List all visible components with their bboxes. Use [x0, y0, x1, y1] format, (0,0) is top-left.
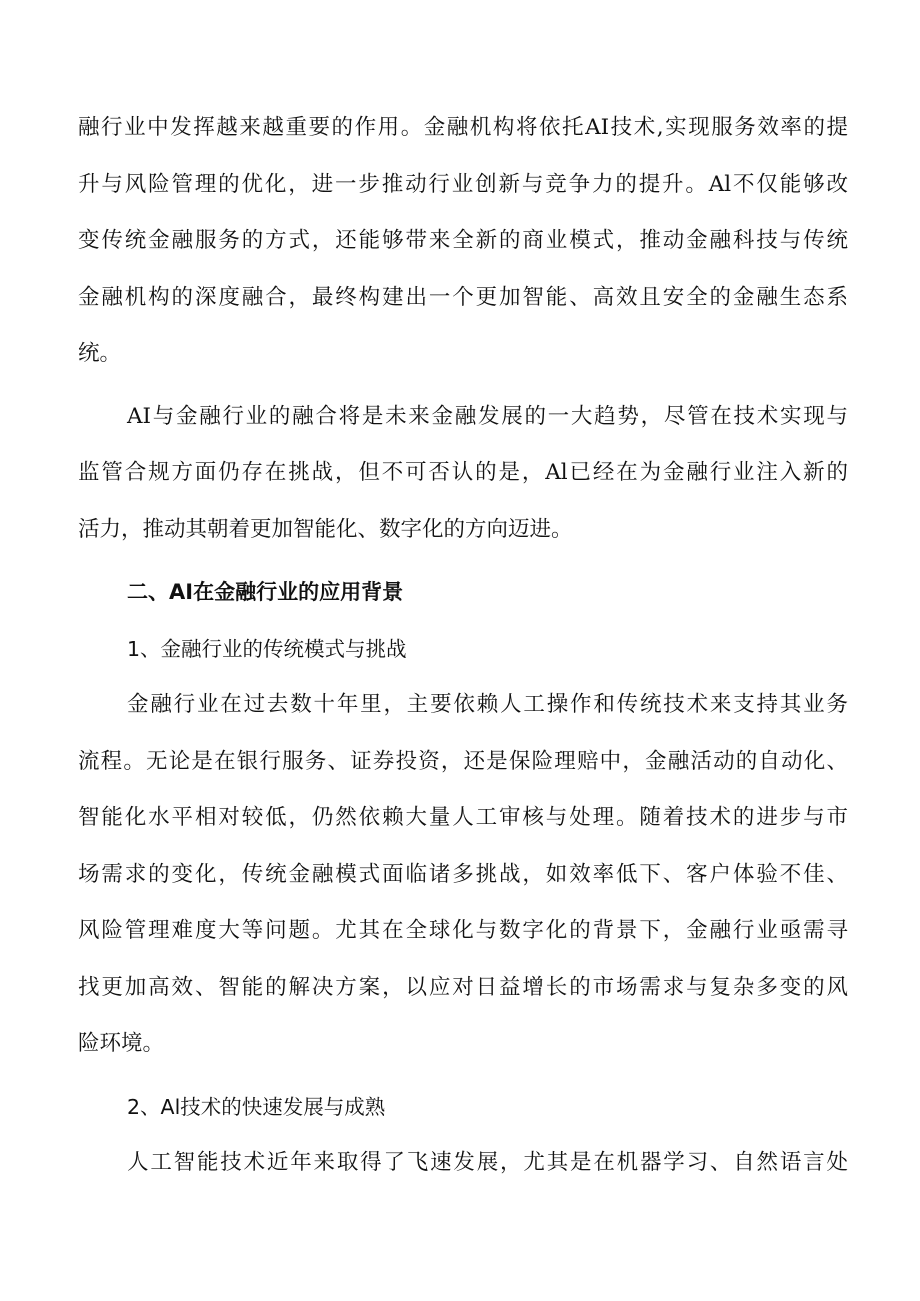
- paragraph: [78, 677, 848, 1073]
- document-body: [78, 100, 848, 1192]
- text-line: 统。: [78, 341, 122, 366]
- subsection-heading: 2、Al技术的快速发展与成熟: [127, 1094, 386, 1119]
- paragraph: [78, 1135, 848, 1192]
- paragraph: [78, 389, 848, 559]
- text-line: 变传统金融服务的方式，还能够带来全新的商业模式，推动金融科技与传统: [78, 228, 848, 253]
- text-line: AI与金融行业的融合将是未来金融发展的一大趋势，尽管在技术实现与: [127, 403, 848, 429]
- text-line: 找更加高效、智能的解决方案，以应对日益增长的市场需求与复杂多变的风: [78, 974, 848, 1000]
- text-line: 风险管理难度大等问题。尤其在全球化与数字化的背景下，金融行业亟需寻: [78, 918, 848, 943]
- text-line: 融行业中发挥越来越重要的作用。金融机构将依托AI技术,实现服务效率的提: [78, 115, 848, 140]
- text-line: 金融机构的深度融合，最终构建出一个更加智能、高效且安全的金融生态系: [78, 284, 848, 310]
- text-line: 人工智能技术近年来取得了飞速发展，尤其是在机器学习、自然语言处: [127, 1150, 848, 1175]
- text-line: 升与风险管理的优化，进一步推动行业创新与竞争力的提升。Al不仅能够改: [78, 171, 848, 197]
- text-line: 金融行业在过去数十年里，主要依赖人工操作和传统技术来支持其业务: [127, 692, 848, 717]
- text-line: 场需求的变化，传统金融模式面临诸多挑战，如效率低下、客户体验不佳、: [78, 861, 848, 887]
- section-heading: 二、AI在金融行业的应用背景: [127, 580, 404, 604]
- text-line: 智能化水平相对较低，仍然依赖大量人工审核与处理。随着技术的进步与市: [78, 805, 848, 830]
- text-line: 活力，推动其朝着更加智能化、数字化的方向迈进。: [78, 516, 573, 542]
- subsection-heading: 1、金融行业的传统模式与挑战: [127, 636, 407, 661]
- text-line: 险环境。: [78, 1031, 165, 1056]
- text-line: 监管合规方面仍存在挑战，但不可否认的是，Al已经在为金融行业注入新的: [78, 460, 848, 485]
- paragraph: [78, 100, 848, 383]
- text-line: 流程。无论是在银行服务、证券投资，还是保险理赔中，金融活动的自动化、: [78, 748, 848, 774]
